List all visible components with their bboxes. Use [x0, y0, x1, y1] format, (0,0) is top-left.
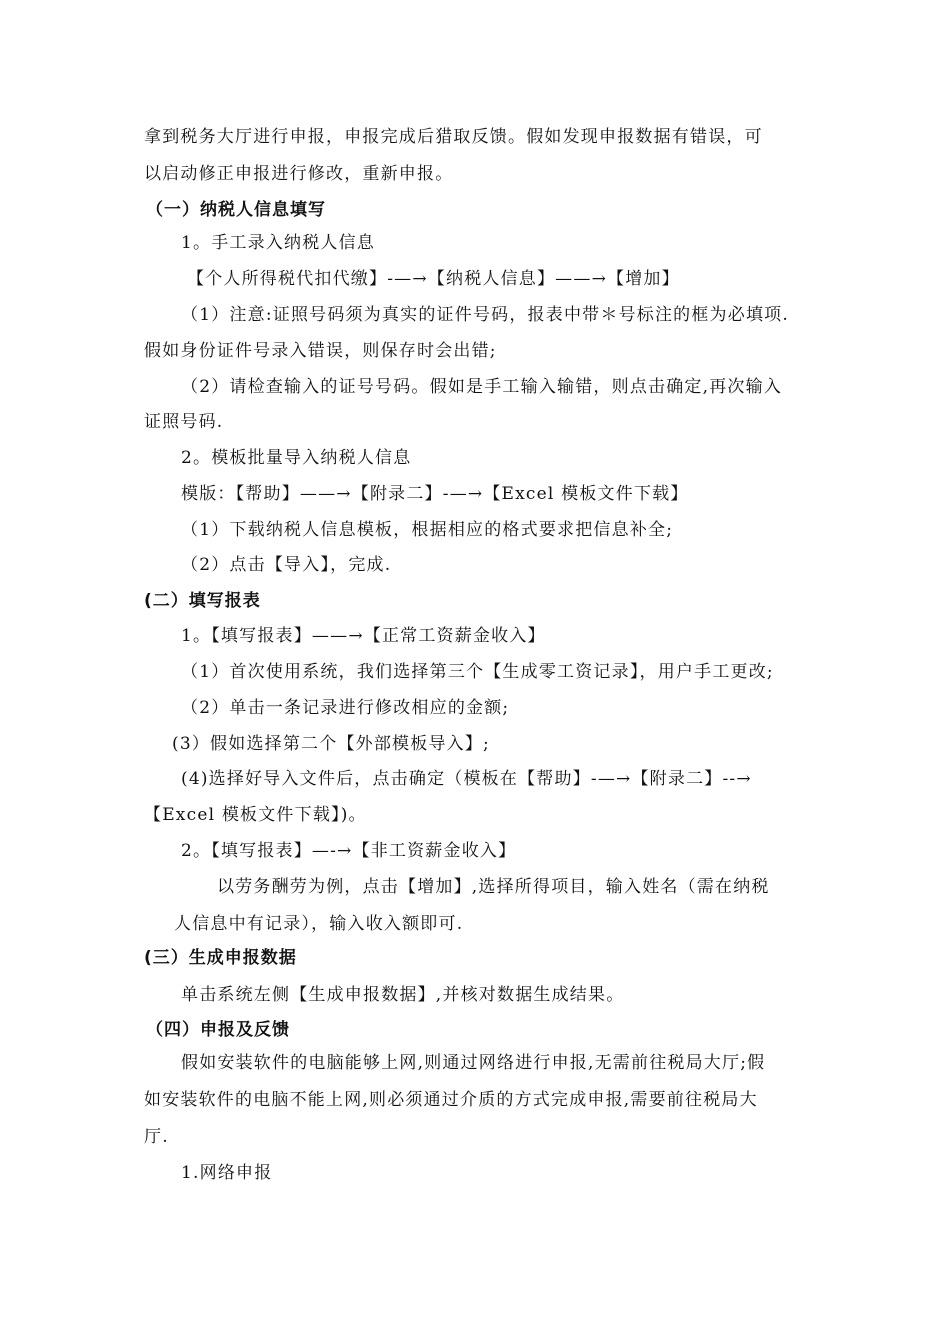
paragraph-line: 证照号码. — [144, 412, 224, 432]
section-heading-1: （一）纳税人信息填写 — [146, 200, 326, 220]
paragraph-line: （2）点击【导入】，完成. — [181, 555, 392, 575]
subsection-title: 2。模板批量导入纳税人信息 — [181, 448, 412, 468]
section-heading-3: (三）生成申报数据 — [144, 948, 297, 968]
menu-path: 【个人所得税代扣代缴】-—→【纳税人信息】——→【增加】 — [187, 269, 680, 289]
paragraph-line: （1）注意:证照号码须为真实的证件号码，报表中带＊号标注的框为必填项. — [181, 305, 789, 325]
paragraph-line: 假如安装软件的电脑能够上网,则通过网络进行申报,无需前往税局大厅;假 — [181, 1053, 766, 1073]
paragraph-line: （2）请检查输入的证号号码。假如是手工输入输错，则点击确定,再次输入 — [181, 377, 783, 397]
paragraph-line: 假如身份证件号录入错误，则保存时会出错; — [144, 341, 497, 361]
paragraph-line: （1）首次使用系统，我们选择第三个【生成零工资记录】，用户手工更改; — [181, 662, 774, 682]
subsection-title: 1。手工录入纳税人信息 — [181, 233, 376, 253]
paragraph-line: 如安装软件的电脑不能上网,则必须通过介质的方式完成申报,需要前往税局大 — [144, 1090, 758, 1110]
subsection-title: 2。【填写报表】—-→【非工资薪金收入】 — [181, 841, 517, 861]
section-heading-2: (二）填写报表 — [144, 591, 261, 611]
paragraph-line: (4)选择好导入文件后，点击确定（模板在【帮助】-—→【附录二】--→ — [181, 769, 752, 789]
paragraph-line: 以启动修正申报进行修改，重新申报。 — [144, 164, 454, 184]
subsection-title: 1。【填写报表】——→【正常工资薪金收入】 — [181, 626, 546, 646]
paragraph-line: 单击系统左侧【生成申报数据】,并核对数据生成结果。 — [181, 985, 625, 1005]
paragraph-line: （1）下载纳税人信息模板，根据相应的格式要求把信息补全; — [181, 520, 674, 540]
paragraph-line: 拿到税务大厅进行申报，申报完成后猎取反馈。假如发现申报数据有错误，可 — [144, 127, 763, 147]
section-heading-4: （四）申报及反馈 — [146, 1020, 290, 1040]
menu-path: 模版：【帮助】——→【附录二】-—→【Excel 模板文件下载】 — [181, 484, 689, 504]
paragraph-line: 厅. — [144, 1127, 169, 1147]
paragraph-line: (3）假如选择第二个【外部模板导入】; — [172, 734, 490, 754]
paragraph-line: （2）单击一条记录进行修改相应的金额; — [181, 698, 510, 718]
paragraph-line: 人信息中有记录），输入收入额即可. — [174, 914, 464, 934]
subsection-title: 1.网络申报 — [181, 1163, 273, 1183]
paragraph-line: 【Excel 模板文件下载】)。 — [144, 805, 367, 825]
paragraph-line: 以劳务酬劳为例，点击【增加】,选择所得项目，输入姓名（需在纳税 — [217, 877, 770, 897]
